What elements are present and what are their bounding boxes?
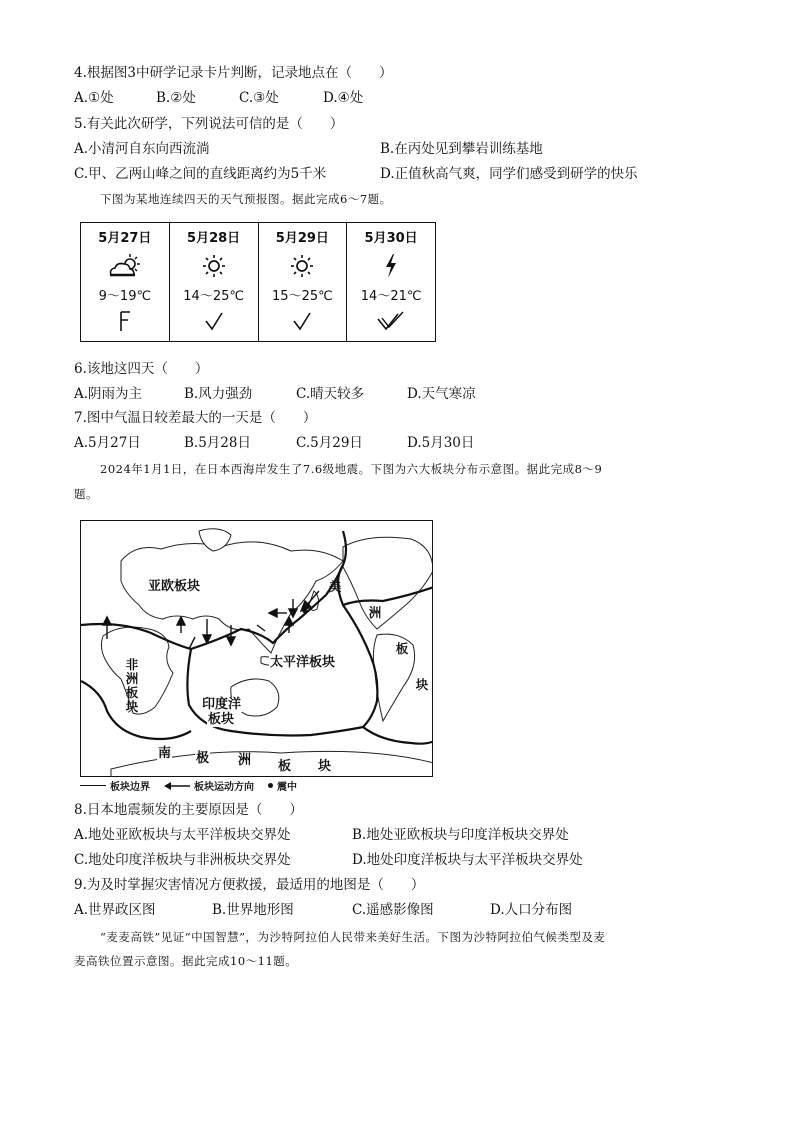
q4-option-d: D.④处 — [323, 90, 364, 106]
weather-day-2 — [170, 223, 259, 341]
q9-option-a: A.世界政区图 — [74, 902, 156, 918]
q7-stem: 7.图中气温日较差最大的一天是（ ） — [74, 410, 317, 426]
q5-option-b: B.在丙处见到攀岩训练基地 — [380, 141, 543, 157]
weather-temp-range: 15～25℃ — [272, 289, 333, 304]
epicenter-dot-icon — [268, 783, 273, 788]
intro-10-11-line1: “麦麦高铁”见证“中国智慧”，为沙特阿拉伯人民带来美好生活。下图为沙特阿拉伯气候类型及麦 — [100, 930, 606, 944]
weather-date: 5月27日 — [98, 231, 152, 246]
q5-stem: 5.有关此次研学，下列说法可信的是（ ） — [74, 116, 344, 132]
plate-distribution-map — [80, 520, 433, 777]
q9-option-d: D.人口分布图 — [490, 902, 573, 918]
weather-temp-range: 9～19℃ — [98, 289, 152, 304]
label-antarctic-plate-1: 南 — [158, 746, 172, 761]
label-american-plate-2: 洲 — [368, 605, 382, 620]
weather-date: 5月29日 — [275, 231, 329, 246]
double-check-mark-icon — [347, 308, 435, 336]
label-antarctic-plate-3: 洲 — [238, 753, 252, 768]
q8-option-c: C.地处印度洋板块与非洲板块交界处 — [74, 852, 291, 868]
label-african-plate-1: 非 — [125, 657, 139, 672]
map-legend — [80, 778, 297, 793]
weather-date: 5月28日 — [187, 231, 241, 246]
partly-cloudy-icon — [81, 253, 169, 279]
q8-stem: 8.日本地震频发的主要原因是（ ） — [74, 802, 303, 818]
q7-option-a: A.5月27日 — [74, 435, 141, 451]
q9-stem: 9.为及时掌握灾害情况方便救援，最适用的地图是（ ） — [74, 877, 425, 893]
q6-option-b: B.风力强劲 — [184, 386, 253, 402]
thunderstorm-icon — [347, 253, 435, 279]
weather-forecast-table — [80, 222, 436, 342]
q5-option-a: A.小清河自东向西流淌 — [74, 141, 210, 157]
q4-stem: 4.根据图3中研学记录卡片判断，记录地点在（ ） — [74, 65, 393, 81]
q9-option-b: B.世界地形图 — [212, 902, 294, 918]
boundary-line-icon — [80, 785, 106, 786]
label-eurasian-plate: 亚欧板块 — [148, 579, 201, 594]
q4-option-c: C.③处 — [239, 90, 279, 106]
label-pacific-plate: 太平洋板块 — [270, 655, 336, 670]
q7-option-b: B.5月28日 — [184, 435, 251, 451]
world-map-outline — [81, 521, 433, 777]
weather-day-4 — [347, 223, 435, 341]
q5-option-c: C.甲、乙两山峰之间的直线距离约为5千米 — [74, 166, 327, 182]
check-mark-icon — [259, 308, 347, 336]
q8-option-b: B.地处亚欧板块与印度洋板块交界处 — [352, 827, 569, 843]
q4-option-a: A.①处 — [74, 90, 114, 106]
check-mark-icon — [170, 308, 258, 336]
label-american-plate-3: 板 — [395, 641, 409, 656]
label-antarctic-plate-4: 板 — [278, 759, 292, 774]
weather-day-3 — [259, 223, 348, 341]
legend-boundary: 板块边界 — [110, 782, 150, 793]
q6-stem: 6.该地这四天（ ） — [74, 361, 209, 377]
intro-8-9-line1: 2024年1月1日，在日本西海岸发生了7.6级地震。下图为六大板块分布示意图。据此完成8～9 — [100, 462, 603, 476]
label-african-plate-4: 块 — [125, 699, 139, 714]
legend-epicenter: 震中 — [277, 782, 297, 793]
intro-10-11-line2: 麦高铁位置示意图。据此完成10～11题。 — [74, 954, 298, 968]
q7-option-d: D.5月30日 — [407, 435, 475, 451]
weather-temp-range: 14～25℃ — [183, 289, 244, 304]
label-american-plate-1: 美 — [328, 579, 342, 594]
q6-option-d: D.天气寒凉 — [407, 386, 476, 402]
q9-option-c: C.遥感影像图 — [352, 902, 434, 918]
q5-option-d: D.正值秋高气爽，同学们感受到研学的快乐 — [380, 166, 638, 182]
label-antarctic-plate-5: 块 — [318, 759, 332, 774]
epicenter-dot — [303, 609, 308, 614]
q6-option-c: C.晴天较多 — [296, 386, 365, 402]
label-african-plate-2: 洲 — [125, 671, 139, 686]
legend-direction: 板块运动方向 — [194, 782, 254, 793]
label-indo-plate-line1: 印度洋 — [202, 697, 242, 712]
arrow-left-icon — [164, 782, 190, 790]
weather-temp-range: 14～21℃ — [360, 289, 422, 304]
label-american-plate-4: 块 — [415, 677, 429, 692]
intro-6-7: 下图为某地连续四天的天气预报图。据此完成6～7题。 — [100, 192, 392, 206]
q7-option-c: C.5月29日 — [296, 435, 363, 451]
f-mark-icon — [81, 308, 169, 336]
q8-option-a: A.地处亚欧板块与太平洋板块交界处 — [74, 827, 291, 843]
q6-option-a: A.阴雨为主 — [74, 386, 143, 402]
sunny-icon — [259, 253, 347, 279]
label-antarctic-plate-2: 极 — [196, 751, 210, 766]
intro-8-9-line2: 题。 — [74, 487, 98, 501]
weather-day-1 — [81, 223, 170, 341]
label-indo-plate-line2: 板块 — [208, 712, 235, 727]
q4-option-b: B.②处 — [156, 90, 196, 106]
sunny-icon — [170, 253, 258, 279]
label-african-plate-3: 板 — [125, 685, 139, 700]
q8-option-d: D.地处印度洋板块与太平洋板块交界处 — [352, 852, 583, 868]
weather-date: 5月30日 — [364, 231, 418, 246]
